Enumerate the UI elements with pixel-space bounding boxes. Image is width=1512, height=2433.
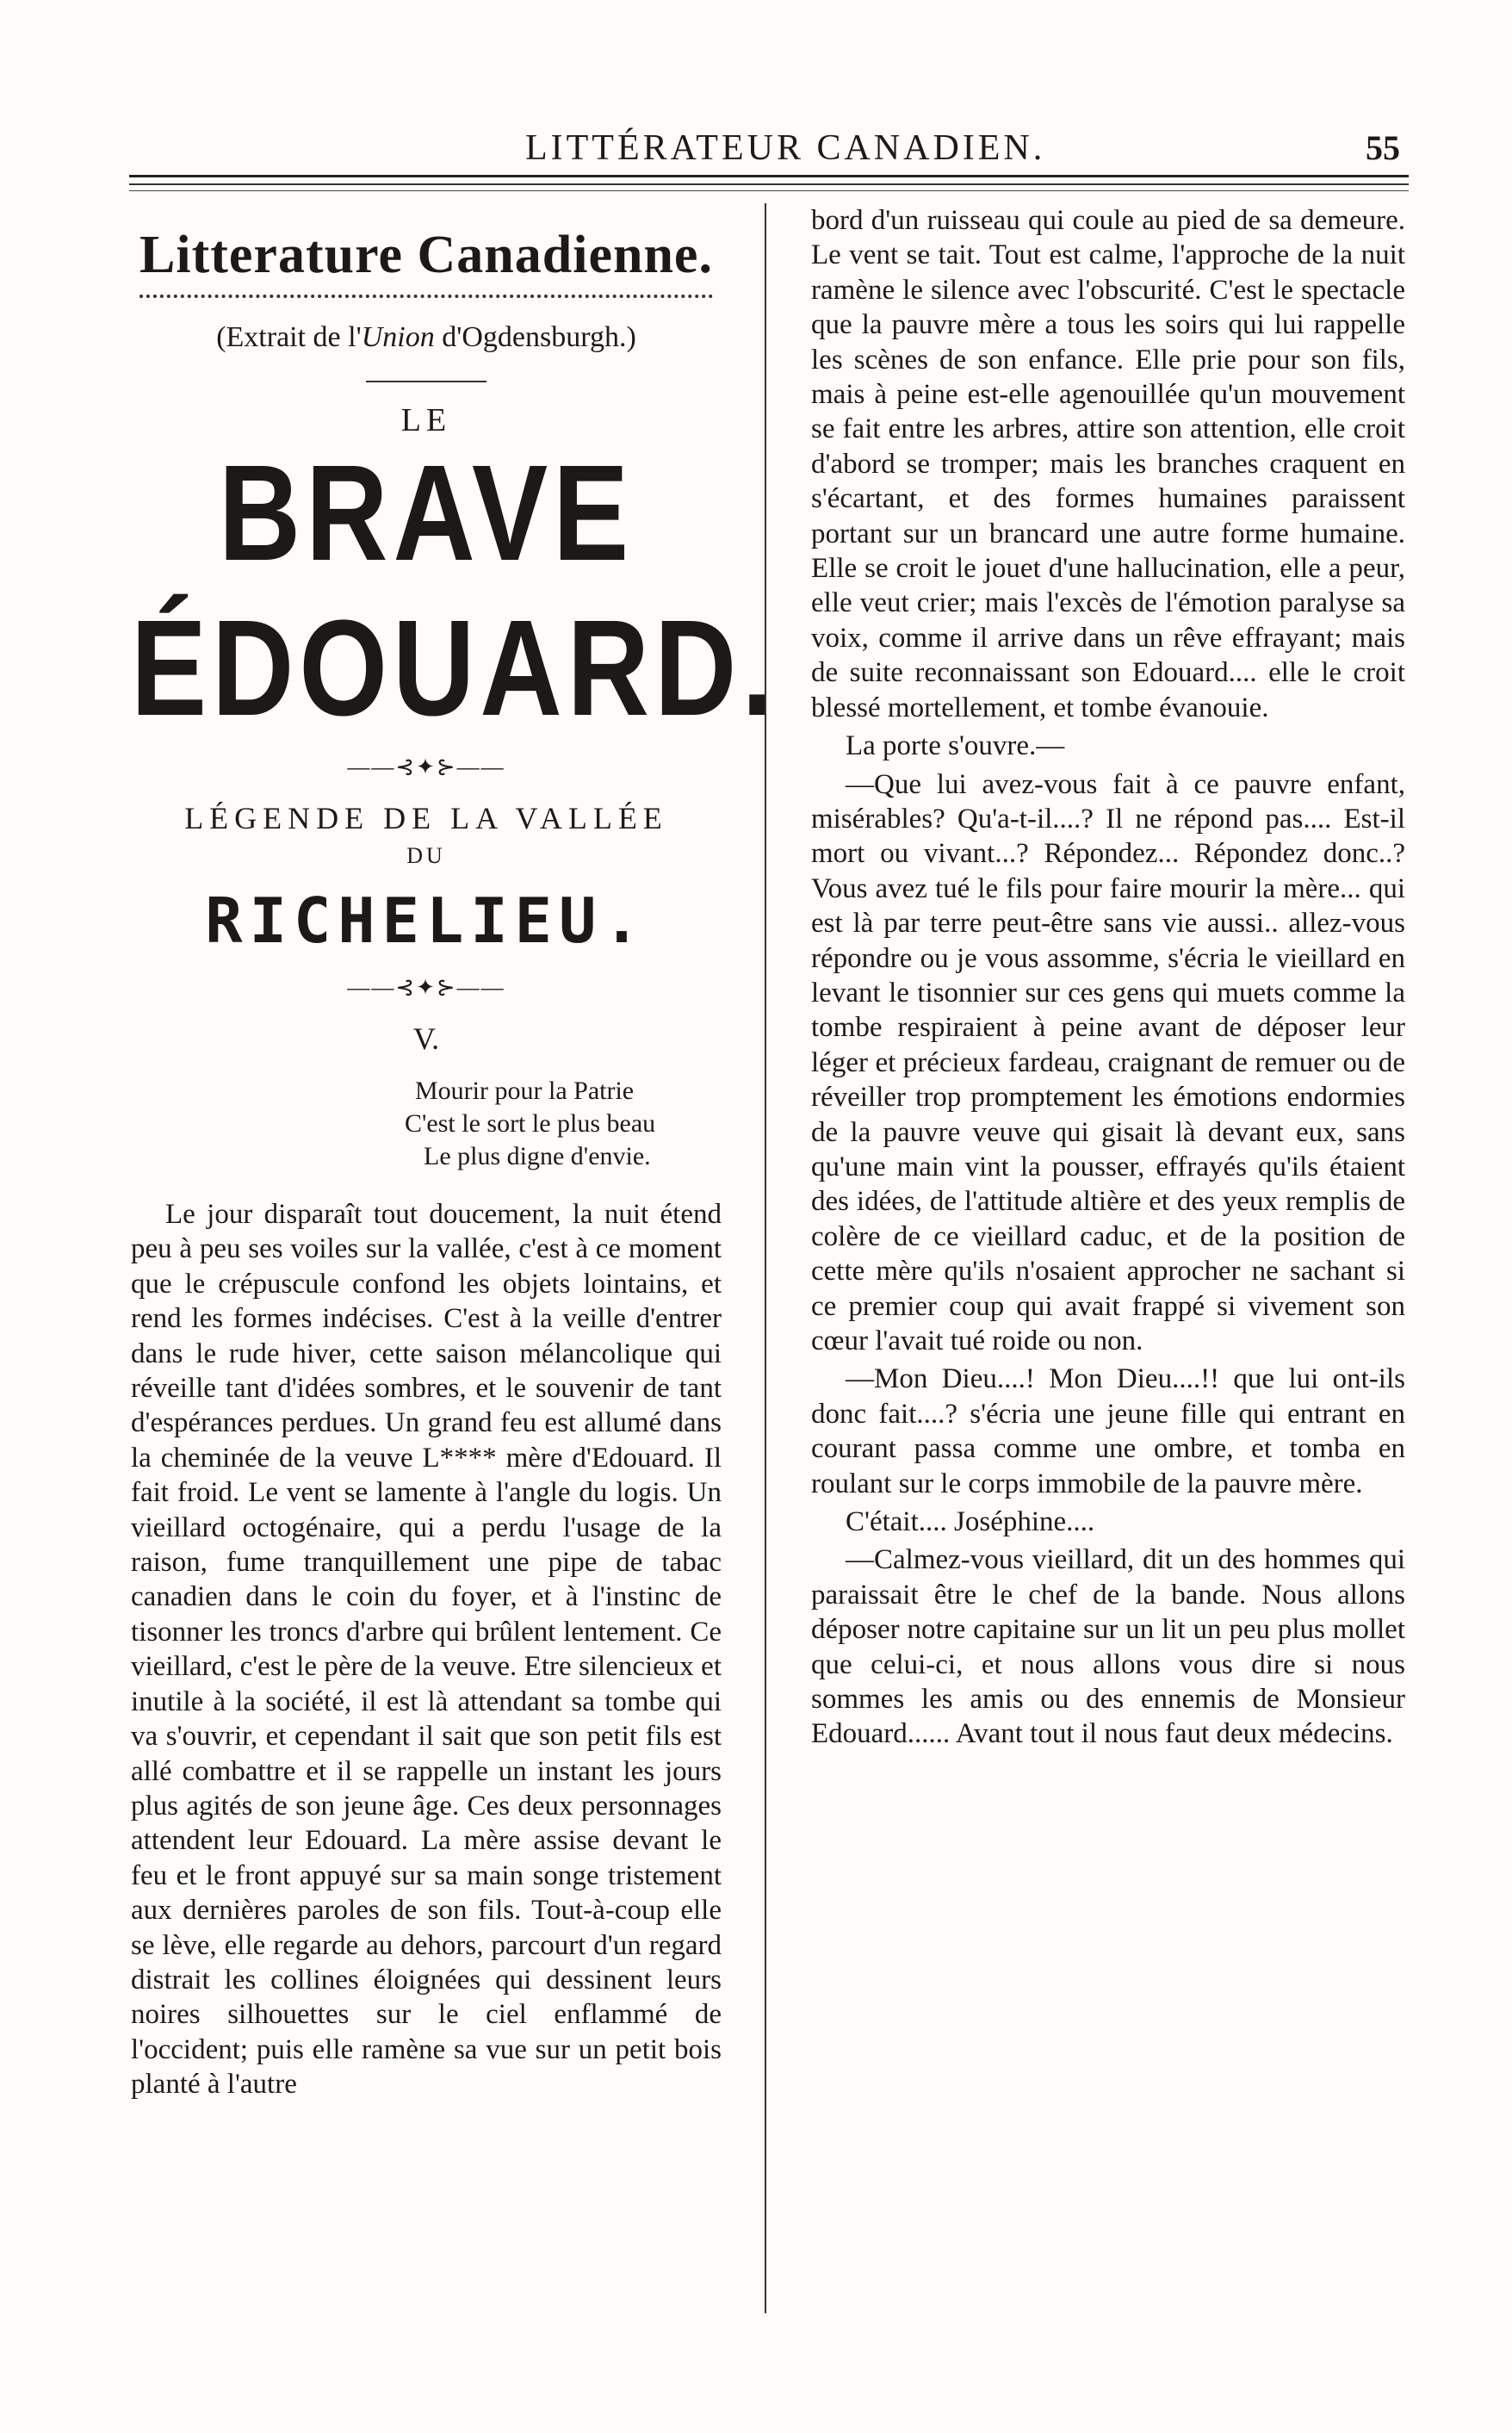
body-paragraph: Le jour disparaît tout doucement, la nuit étend peu à peu ses voiles sur la vallée, c'est à ce moment que le crépuscule confond les objets lointains, et rend les formes indécises. C'est à la veille d'entrer dans le rude hiver, cette saison mélancolique qui réveille tant d'idées sombres, et le souvenir de tant d'espérances perdues. Un grand feu est allumé dans la cheminée de la veuve L**** mère d'Edouard. Il fait froid. Le vent se lamente à l'angle du logis. Un vieillard octogénaire, qui a perdu l'usage de la raison, fume tranquillement une pipe de tabac canadien dans le coin du foyer, et à l'instinc de tisonner les troncs d'arbre qui brûlent lentement. Ce vieillard, c'est le père de la veuve. Etre silencieux et inutile à la société, il est là attendant sa tombe qui va s'ouvrir, et cependant il sait que son petit fils est allé combattre et il se rappelle un instant les jours plus agités de son jeune âge. Ces deux personnages attendent leur Edouard. La mère assise devant le feu et le front appuyé sur sa main songe tristement aux dernières paroles de son fils. Tout-à-coup elle se lève, elle regarde au dehors, parcourt d'un regard distrait les collines éloignées qui dessinent leurs noires silhouettes sur le ciel enflammé de l'occident; puis elle ramène sa vue sur un petit bois planté à l'autre [131,1199,722,2101]
section-title: Litterature Canadienne. [139,226,713,284]
header-rule [129,190,1409,191]
column-divider [765,203,766,2313]
header-rule [129,183,1409,185]
extract-journal: Union [361,321,435,353]
title-article: LE [400,402,452,438]
epigraph-line: C'est le sort le plus beau [405,1109,656,1138]
epigraph-line: Mourir pour la Patrie [415,1077,635,1105]
subtitle-connector: DU [406,843,446,868]
body-paragraph: C'était.... Joséphine.... [846,1506,1095,1538]
left-column [131,203,779,2102]
body-paragraph: bord d'un ruisseau qui coule au pied de sa demeure. Le vent se tait. Tout est calme, l'approche de la nuit ramène le silence avec l'obscurité. C'est le spectacle que la pauvre mère a tous les soirs qui lui rappelle les scènes de son enfance. Elle prie pour son fils, mais à peine est-elle agenouillée qu'un mouvement se fait entre les arbres, attire son attention, elle croit d'abord se tromper; mais les branches craquent en s'écartant, et des formes humaines paraissent portant sur un brancard une autre forme humaine. Elle se croit le jouet d'une hallucination, elle a peur, elle veut crier; mais l'excès de l'émotion paralyse sa voix, comme il arrive dans un rêve effrayant; mais de suite reconnaissant son Edouard.... elle le croit blessé mortellement, et tombe évanouie. [811,205,1405,723]
body-paragraph: —Calmez-vous vieillard, dit un des hommes qui paraissait être le chef de la bande. Nous allons déposer notre capitaine sur un lit un peu plus mollet que celui-ci, et nous allons vous dire si nous sommes les amis ou des ennemis de Monsieur Edouard...... Avant tout il nous faut deux médecins. [811,1544,1405,1750]
river-name: RICHELIEU. [205,884,648,957]
running-head [129,127,1409,171]
epigraph [405,1075,722,1173]
header-rule [129,175,1409,177]
body-paragraph: —Que lui avez-vous fait à ce pauvre enfant, misérables? Qu'a-t-il....? Il ne répond pas.... Est-il mort ou vivant...? Répondez... Répondez donc..? Vous avez tué le fils pour faire mourir la mère... qui est là par terre peut-être sans vie aussi.. allez-vous répondre ou je vous assomme, s'écria le vieillard en levant le tisonnier sur ces gens qui muets comme la tombe respiraient à peine avant de déposer leur léger et précieux fardeau, craignant de remuer ou de réveiller trop promptement les émotions endormies de la pauvre veuve qui gisait là devant eux, sans qu'une main vint la pousser, effrayés qu'ils étaient des idées, de l'attitude altière et des yeux remplis de colère de ce vieillard caduc, et de la position de cette mère qu'ils n'osaient approcher ne sachant si ce premier coup qui avait frappé si vivement son cœur l'avait tué roide ou non. [811,768,1405,1356]
ornament-divider: ——⊰✦⊱—— [347,975,505,1000]
extract-suffix: d'Ogdensburgh.) [434,321,636,353]
extract-prefix: (Extrait de l' [216,321,362,353]
right-column [811,203,1405,1755]
chapter-number: V. [412,1021,440,1056]
section-header [131,224,779,1058]
running-title: LITTÉRATEUR CANADIEN. [525,128,1046,168]
body-paragraph: —Mon Dieu....! Mon Dieu....!! que lui ont-ils donc fait....? s'écria une jeune fille qui entrant en courant passa comme une ombre, et tomba en roulant sur le corps immobile de la pauvre mère. [811,1363,1405,1499]
body-paragraph: La porte s'ouvre.— [846,730,1065,762]
story-title: BRAVE ÉDOUARD. [131,437,779,744]
epigraph-line: Le plus digne d'envie. [424,1142,651,1170]
story-subtitle: LÉGENDE DE LA VALLÉE [184,801,668,835]
wavy-rule [139,295,713,308]
short-rule [366,381,486,382]
extract-source [131,319,722,357]
page-number: 55 [1366,128,1400,167]
ornament-divider: ——⊰✦⊱—— [347,754,505,779]
